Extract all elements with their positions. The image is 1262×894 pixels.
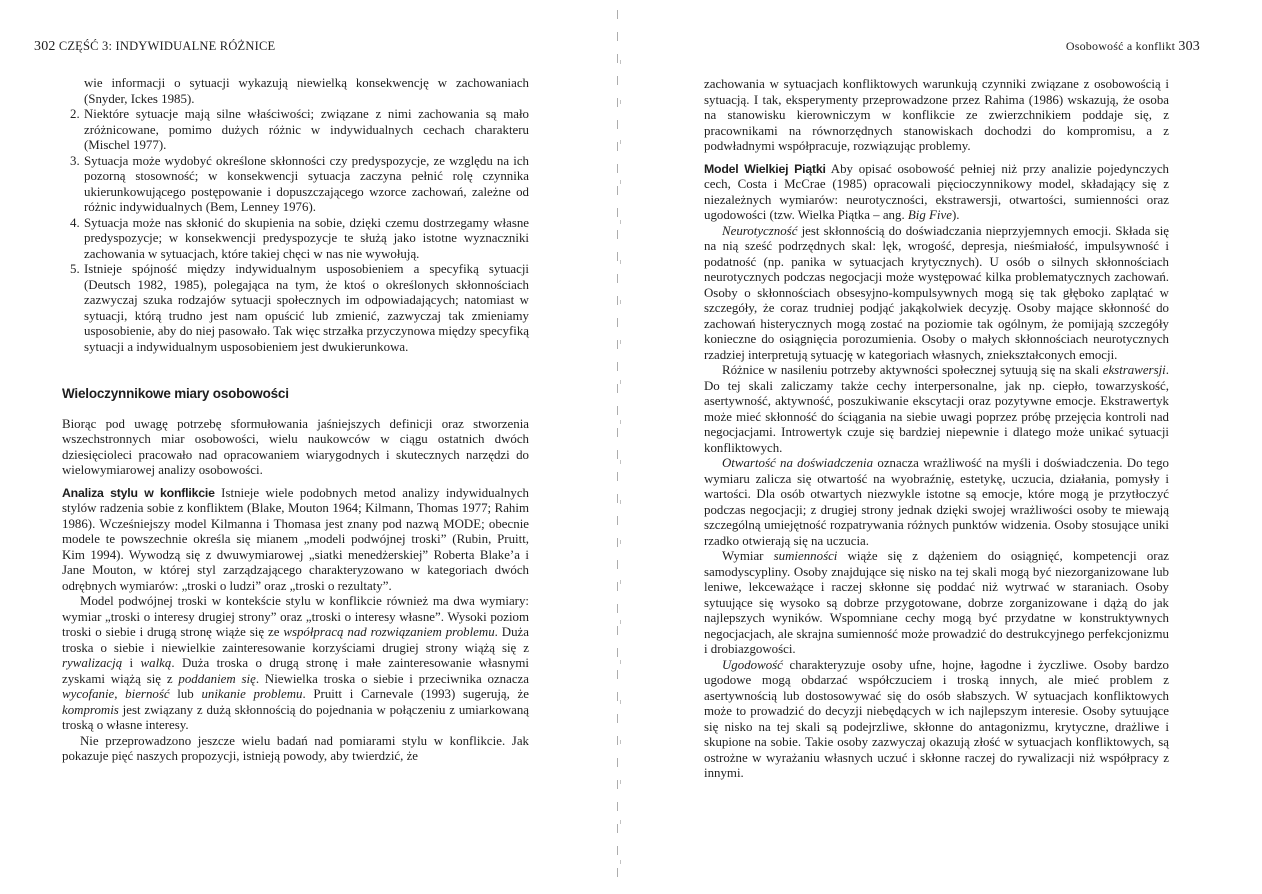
text-run: . Duża troska o drugą stronę i małe zainteresowanie własnymi zyskami wiążą się z [62,656,529,686]
subsection-heading: Analiza stylu w konflikcie [62,485,215,500]
text-run: charakteryzuje osoby ufne, hojne, łagodne i życzliwe. Osoby bardzo ugodowe mogą obdarzać współczuciem i troską innych, ale mieć problem z asertywnością lub dostosowywać się do osób słabszych. W sytuacjach konfliktowych może to prowadzić do decyzji niebędących w ich najlepszym interesie. Osoby sytuujące się nisko na tej skali są podejrzliwe, skłonne do antagonizmu, krytyczne, drażliwe i skupione na sobie. Takie osoby zazwyczaj okazują złość w sytuacjach konfliktowych, są ostrożne w wyrażaniu własnych uczuć i skłonne raczej do rywalizacji niż współpracy z innymi. [704,657,1169,780]
dual-concern-paragraph [62,594,529,734]
text-run: Wymiar [722,549,774,563]
text-run: wiąże się z dążeniem do osiągnięć, kompetencji oraz samodyscypliny. Osoby znajdujące się nisko na tej skali mogą być niezorganizowane lub leniwe, lekceważące i raczej skłonne się poddać niż wytrwać w staraniach. Osoby sytuujące się wysoko są dobrze przygotowane, dobrze zorganizowane i dążą do jak najlepszych wyników. Wspomniane cechy mogą być przydatne w konstruktywnych negocjacjach, ale skrajna sumienność może prowadzić do destrukcyjnego perfekcjonizmu i drobiazgowości. [704,549,1170,656]
list-item [62,216,529,263]
text-run: . Niewielka troska o siebie i przeciwnika oznacza [255,671,529,686]
italic-term: ekstrawersji [1102,363,1166,377]
text-run: jest związany z dużą skłonnością do pojednania w połączeniu z umiarkowaną troską o własne interesy. [62,702,529,732]
big-five-paragraph [704,162,1169,224]
list-item-continuation: wie informacji o sytuacji wykazują niewielką konsekwencję w zachowaniach (Snyder, Ickes 1985). [84,76,529,106]
text-run: jest skłonnością do doświadczania nieprzyjemnych emocji. Składa się na nią sześć podrzędnych skal: lęk, wrogość, depresja, nieśmiałość, impulsywność i podatność (np. panika w sytuacjach krytycznych). U osób o silnych skłonnościach neurotycznych podczas negocjacji może występować kilka problematycznych zachowań. Osoby o skłonnościach obsesyjno-kompulsywnych mogą się tak głęboko zaplątać w szczegóły, że coraz trudniej podjąć jakąkolwiek decyzję. Osoby mające skłonność do zachowań histerycznych mogą zostać na poziomie tak ogólnym, że pomijają szczegóły konieczne do osiągnięcia porozumienia. Osoby o małych skłonnościach neurotycznych rzadziej interpretują sytuację w kategoriach własnych, zniekształconych emocji. [704,223,1169,362]
list-item-number: 3. [70,153,80,168]
list-item-text: Istnieje spójność między indywidualnym usposobieniem a specyfiką sytuacji (Deutsch 1982, 1985), polegająca na tym, że ktoś o określonych skłonnościach zazwyczaj szuka rodzajów sytuacji społecznych im odpowiadających; natomiast w sytuacji, którą trudno jest nam opuścić lub zmienić, zazwyczaj tak zmieniamy usposobienie, aby do niej pasowało. Tak więc strzałka przyczynowa między specyfiką sytuacji a indywidualnym usposobieniem jest dwukierunkowa. [84,262,529,354]
italic-term: współpracą nad rozwiązaniem problemu [283,625,495,639]
right-running-head-title: Osobowość a konflikt [1065,39,1176,53]
text-run: Model podwójnej troski w kontekście stylu w konflikcie również ma dwa wymiary: wymiar „troski o interesy drugiej strony” oraz „troski o interesy własne”. Wysoki poziom troski o siebie i drugą stronę wiąże się ze [62,594,529,639]
italic-term: kompromis [62,702,119,717]
left-text-column [62,76,529,765]
italic-term: Neurotyczność [722,223,798,238]
list-item [62,262,529,355]
list-item [62,107,529,154]
right-page-number: 303 [1178,39,1200,54]
text-run: lub [169,687,202,701]
list-item-number: 4. [70,215,80,230]
intro-paragraph: Biorąc pod uwagę potrzebę sformułowania jaśniejszych definicji oraz stworzenia wszechstronnych miar osobowości, wielu naukowców w ciągu ostatnich dwóch dziesięcioleci pracowało nad opracowaniem wiarygodnych i skutecznych narzędzi do wielowymiarowej analizy osobowości. [62,416,529,477]
italic-term: Big Five [907,208,952,222]
text-run: ). [951,208,960,222]
italic-term: sumienności [773,549,838,563]
propositions-list [62,107,529,355]
left-page [0,0,620,894]
text-run: Aby opisać osobowość pełniej niż przy analizie pojedynczych cech, Costa i McCrae (1985) opracowali pięcioczynnikowy model, składający się z niezależnych wymiarów: neurotyczności, ekstrawersji, otwartości, sumienności oraz ugodowości (tzw. Wielka Piątka – ang. [704,161,1169,222]
text-run: Różnice w nasileniu potrzeby aktywności społecznej sytuują się na skali [722,363,1103,377]
list-item-text: Niektóre sytuacje mają silne właściwości; związane z nimi zachowania są mało zróżnicowane, pomimo dużych różnic w indywidualnych cechach charakteru (Mischel 1977). [84,107,529,152]
italic-term: unikanie problemu [201,687,303,701]
list-item-text: Sytuacja może wydobyć określone skłonności czy predyspozycje, ze względu na ich pozorną stosowność; w konsekwencji sytuacja zaczyna pełnić rolę czynnika ukierunkowującego postępowanie i dopuszczającego wzorce zachowań, zależne od różnic indywidualnych (Bem, Lenney 1976). [84,153,529,214]
right-running-head [1066,39,1200,55]
section-heading: Wieloczynnikowe miary osobowości [62,386,289,401]
text-run: . Duża troska o siebie i niewielkie zainteresowanie korzyściami drugiej strony wiążą się z [62,625,529,655]
text-run: oznacza wrażliwość na myśli i doświadczenia. Do tego wymiaru zalicza się otwartość na wyobraźnię, estetykę, uczucia, działania, pomysły i wartości. Dla osób otwartych niezwykle istotne są emocje, które mogą je przytłoczyć podczas negocjacji; z drugiej strony jednak dzięki swojej wrażliwości osoby te miewają szczególną umiejętność rozpatrywania różnych punktów widzenia. Osoby stosujące uniki rzadko otwierają się na uczucia. [704,456,1169,548]
neuroticism-paragraph [704,224,1169,364]
italic-term: wycofanie, bierność [62,687,170,701]
conflict-style-paragraph [62,486,529,595]
page-gutter-shadow [620,60,621,880]
italic-term: walką [140,656,172,670]
italic-term: poddaniem się [178,671,256,686]
agreeableness-paragraph [704,658,1169,782]
left-running-head [34,39,275,55]
text-run: . Do tej skali zaliczamy także cechy interpersonalne, jak np. ciepło, towarzyskość, asertywność, aktywność, poszukiwanie ekscytacji oraz pozytywne emocje. Ekstrawertyk może mieć skłonność do ściągania na siebie uwagi poprzez próbę przejęcia kontroli nad negocjacjami. Introwertyk czuje się bardziej niepewnie i dlatego może unikać sytuacji konfliktowych. [704,363,1169,455]
left-running-head-title: CZĘŚĆ 3: INDYWIDUALNE RÓŻNICE [58,39,276,53]
subsection-heading: Model Wielkiej Piątki [704,161,826,176]
italic-term: Otwartość na doświadczenia [722,456,874,470]
list-item-number: 5. [70,262,80,276]
italic-term: rywalizacją [62,656,123,670]
text-run: i [122,656,141,670]
list-item-text: Sytuacja może nas skłonić do skupienia na sobie, dzięki czemu dostrzegamy własne predyspozycje; w konsekwencji predyspozycje te służą jako istotne wyznaczniki zachowania w sytuacjach, które takiej chęci w nas nie wywołują. [84,215,529,261]
right-page [622,0,1262,894]
extraversion-paragraph [704,363,1169,456]
continuation-paragraph: zachowania w sytuacjach konfliktowych warunkują czynniki związane z osobowością i sytuacją. I tak, eksperymenty przeprowadzone przez Rahima (1986) wskazują, że osoba na stanowisku kierowniczym w konflikcie ze zwierzchnikiem poddaje się, z pracownikami na równorzędnych stanowiskach dochodzi do kompromisu, a z podwładnymi współpracuje, rozwiązując problemy. [704,77,1169,153]
left-page-number: 302 [34,39,56,54]
right-text-column [704,77,1169,782]
list-item-number: 2. [70,107,80,121]
last-paragraph: Nie przeprowadzono jeszcze wielu badań nad pomiarami stylu w konflikcie. Jak pokazuje pięć naszych propozycji, istnieją powody, aby twierdzić, że [62,733,529,763]
openness-paragraph [704,456,1169,549]
text-run: . Pruitt i Carnevale (1993) sugerują, że [302,687,529,701]
list-item [62,154,529,216]
conscientiousness-paragraph [704,549,1169,658]
page-gutter [617,10,618,890]
italic-term: Ugodowość [722,657,783,672]
subsection-text: Istnieje wiele podobnych metod analizy indywidualnych stylów radzenia sobie z konfliktem (Blake, Mouton 1964; Kilmann, Thomas 1977; Rahim 1986). Wcześniejszy model Kilmanna i Thomasa jest znany pod nazwą MODE; obecnie modele te powszechnie określa się mianem „modeli podwójnej troski” (Rubin, Pruitt, Kim 1994). Wywodzą się z dwuwymiarowej „siatki menedżerskiej” Roberta Blake’a i Jane Mouton, w której styl zarządzającego charakteryzowano w kategoriach dwóch odrębnych wymiarów: „troski o ludzi” oraz „troski o rezultaty”. [62,485,529,593]
